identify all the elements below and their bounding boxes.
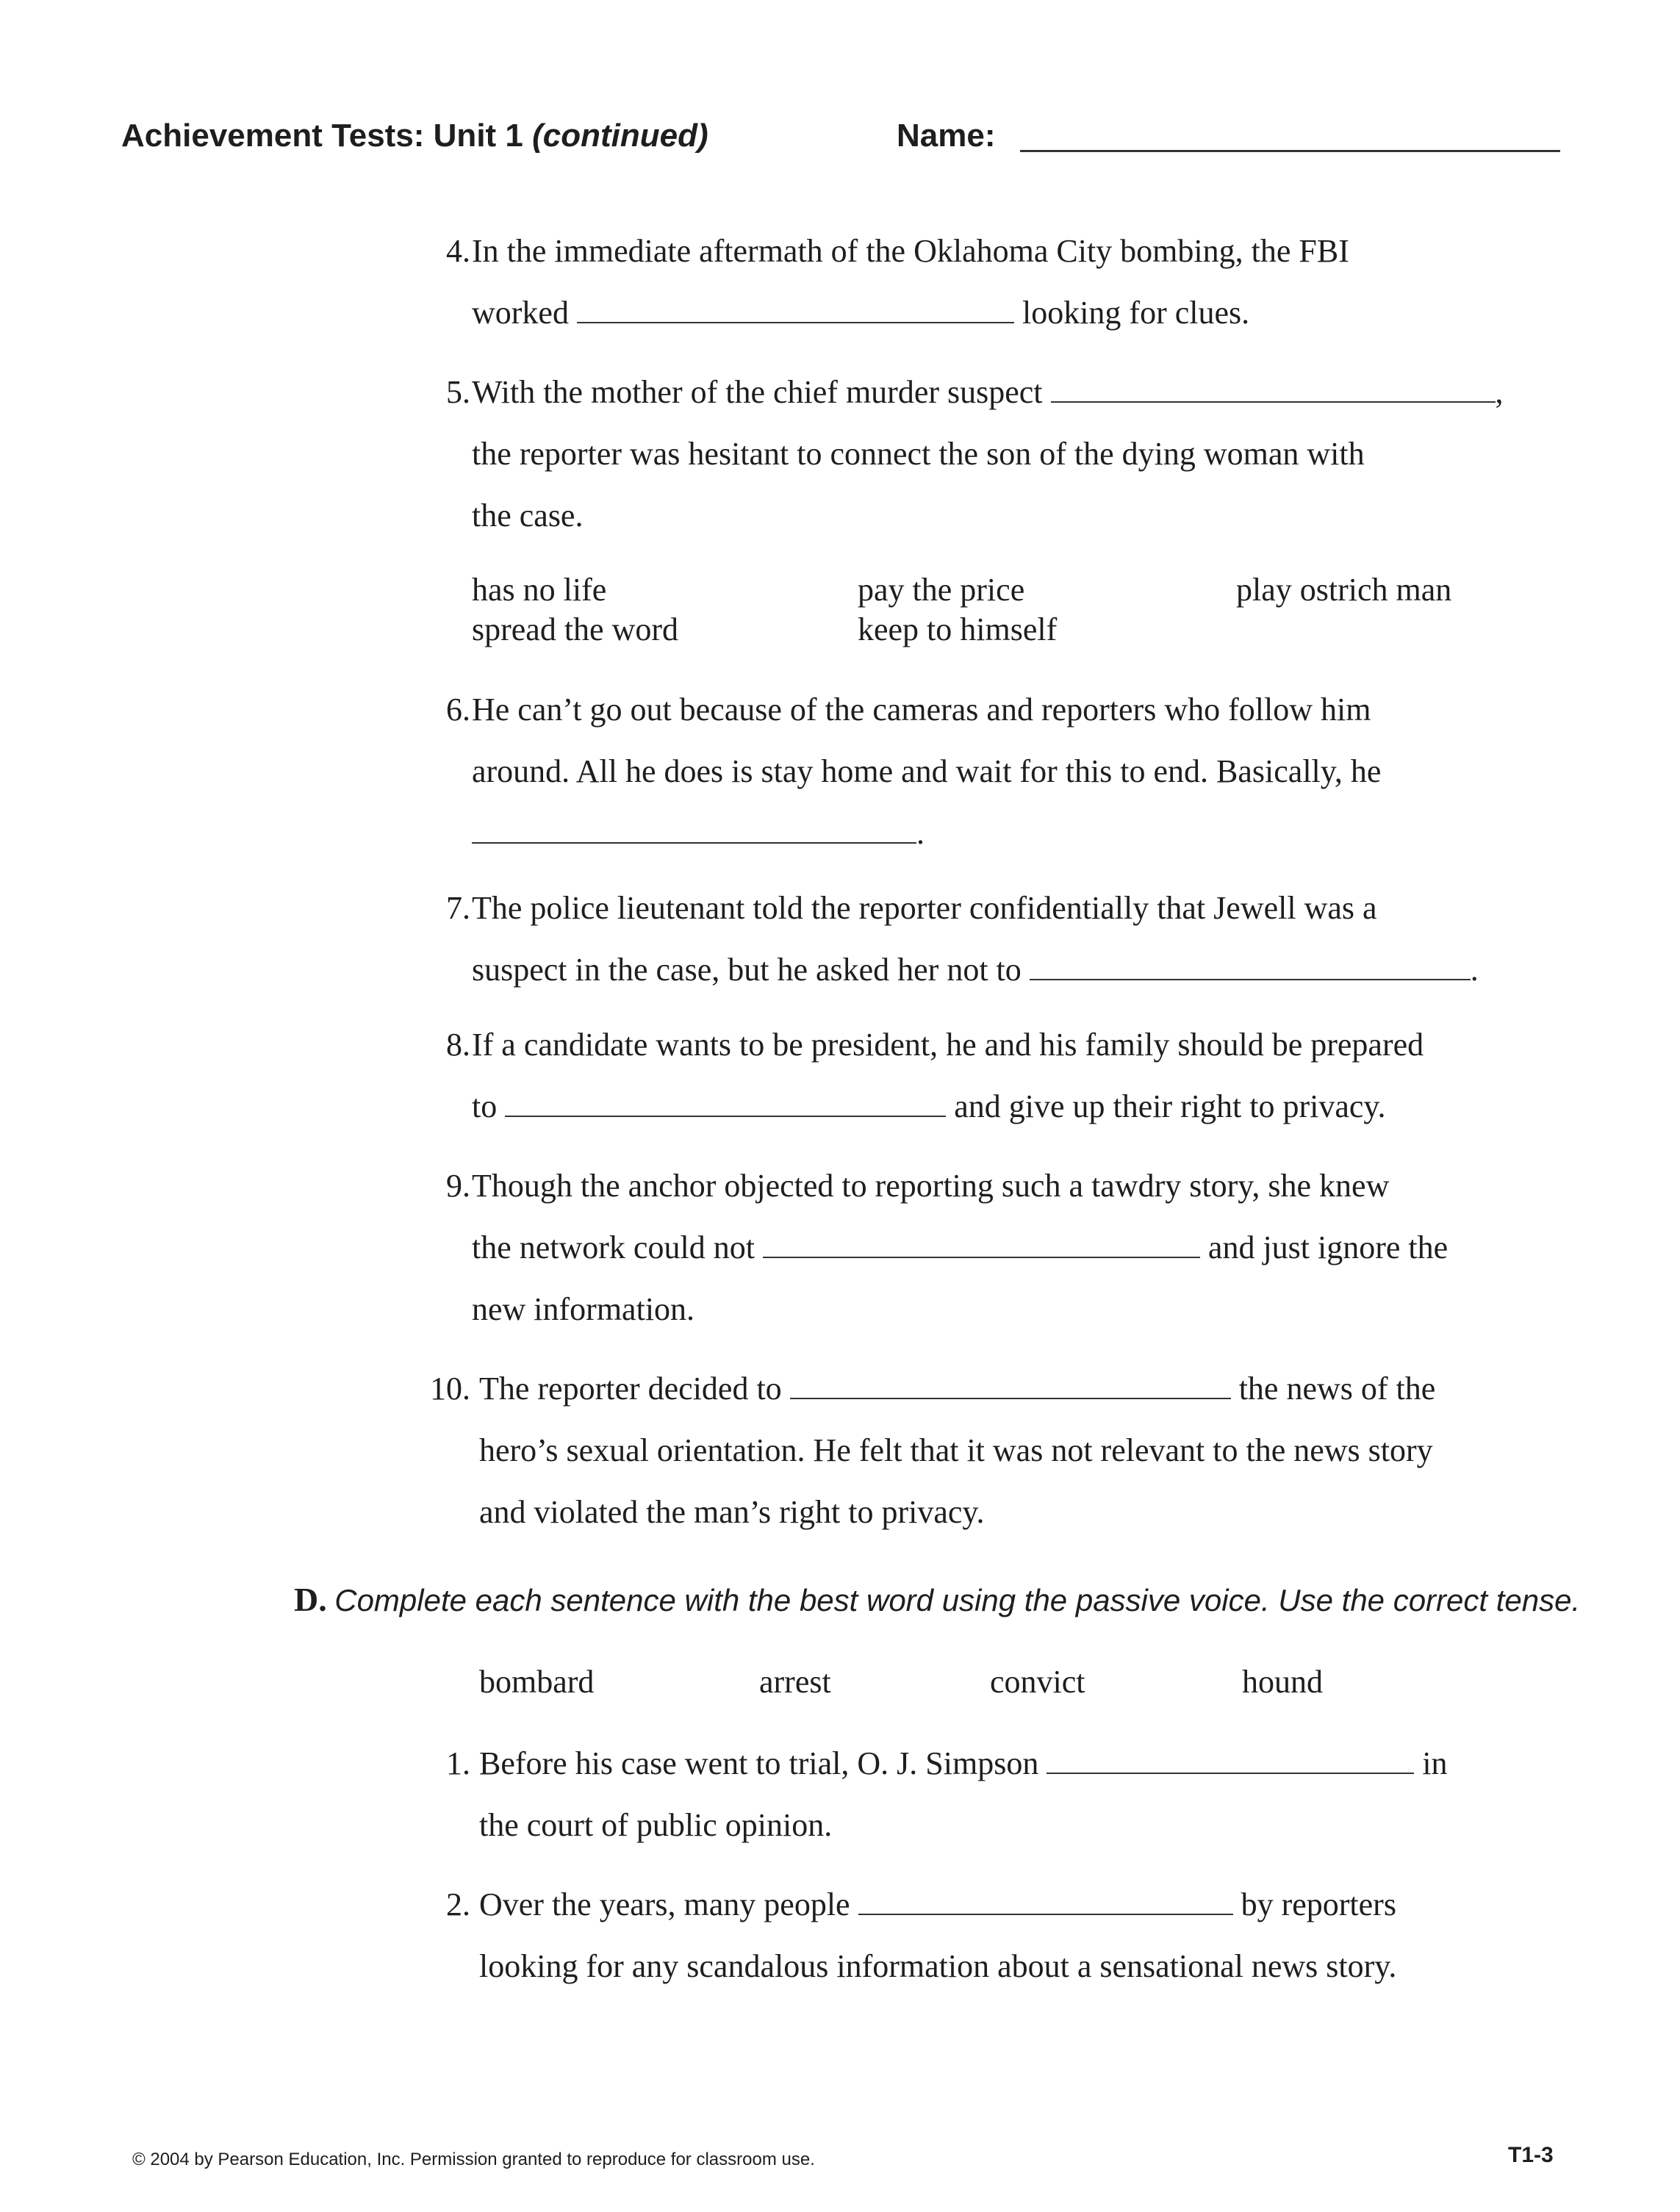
title-text: Achievement Tests: Unit 1 <box>121 118 523 154</box>
page-title <box>121 118 708 154</box>
word-bank-item: bombard <box>479 1664 595 1700</box>
text: suspect in the case, but he asked her not to <box>472 952 1022 988</box>
d-question-1-line-2: the court of public opinion. <box>479 1807 833 1843</box>
word-bank-item: spread the word <box>472 611 679 647</box>
footer-copyright: © 2004 by Pearson Education, Inc. Permission granted to reproduce for classroom use. <box>132 2150 815 2169</box>
text: looking for clues. <box>1022 295 1250 331</box>
answer-blank[interactable] <box>790 1395 1231 1399</box>
answer-blank[interactable] <box>1051 398 1496 403</box>
text: Before his case went to trial, O. J. Simpson <box>479 1745 1039 1781</box>
text: Over the years, many people <box>479 1886 850 1922</box>
question-number: 2. <box>446 1886 470 1922</box>
question-number: 9. <box>446 1168 470 1204</box>
d-question-2-line-1 <box>479 1874 1396 1936</box>
question-6-line-2: around. All he does is stay home and wait for this to end. Basically, he <box>472 753 1382 789</box>
question-number: 7. <box>446 890 470 926</box>
page-header <box>121 118 1562 169</box>
section-d-instructions <box>294 1580 1580 1619</box>
question-7-line-1: The police lieutenant told the reporter confidentially that Jewell was a <box>472 890 1377 926</box>
word-bank-item: pay the price <box>858 572 1025 608</box>
word-bank-item: play ostrich man <box>1236 572 1452 608</box>
text: , <box>1495 374 1504 410</box>
name-blank[interactable] <box>1020 150 1560 152</box>
question-6-line-1: He can’t go out because of the cameras and reporters who follow him <box>472 692 1371 728</box>
text: . <box>916 815 925 851</box>
question-9-line-1: Though the anchor objected to reporting such a tawdry story, she knew <box>472 1168 1390 1204</box>
word-bank-item: keep to himself <box>858 611 1058 647</box>
text: the network could not <box>472 1229 755 1265</box>
question-number: 10. <box>430 1371 470 1407</box>
text: the news of the <box>1238 1371 1436 1407</box>
text: . <box>1470 952 1479 988</box>
text: With the mother of the chief murder suspect <box>472 374 1043 410</box>
text: and give up their right to privacy. <box>954 1088 1386 1124</box>
page-number: T1-3 <box>1508 2143 1554 2167</box>
question-10-line-2: hero’s sexual orientation. He felt that it was not relevant to the news story <box>479 1432 1433 1468</box>
word-bank-item: has no life <box>472 572 607 608</box>
question-5-line-2: the reporter was hesitant to connect the son of the dying woman with <box>472 436 1365 472</box>
d-question-2-line-2: looking for any scandalous information about a sensational news story. <box>479 1948 1397 1984</box>
word-bank-item: convict <box>990 1664 1085 1700</box>
text: and just ignore the <box>1207 1229 1449 1265</box>
answer-blank[interactable] <box>858 1911 1233 1915</box>
question-8-line-1: If a candidate wants to be president, he and his family should be prepared <box>472 1027 1424 1063</box>
title-suffix: (continued) <box>532 118 708 154</box>
answer-blank[interactable] <box>577 319 1014 323</box>
d-question-1-line-1 <box>479 1733 1448 1795</box>
text: by reporters <box>1241 1886 1396 1922</box>
answer-blank[interactable] <box>472 839 916 844</box>
question-5-line-1 <box>472 362 1504 423</box>
question-7-line-2 <box>472 939 1479 1001</box>
answer-blank[interactable] <box>1047 1770 1414 1774</box>
question-number: 8. <box>446 1027 470 1063</box>
question-10-line-1 <box>479 1358 1435 1420</box>
answer-blank[interactable] <box>505 1113 946 1117</box>
question-4-line-2 <box>472 282 1249 344</box>
section-letter: D. <box>294 1581 327 1618</box>
text: worked <box>472 295 569 331</box>
question-9-line-3: new information. <box>472 1291 695 1327</box>
text: The reporter decided to <box>479 1371 782 1407</box>
text: to <box>472 1088 498 1124</box>
name-label: Name: <box>897 118 996 154</box>
question-number: 5. <box>446 374 470 410</box>
word-bank-item: hound <box>1242 1664 1323 1700</box>
text: in <box>1422 1745 1448 1781</box>
question-number: 6. <box>446 692 470 728</box>
instructions-text: Complete each sentence with the best word using the passive voice. Use the correct tense. <box>334 1583 1581 1617</box>
question-5-line-3: the case. <box>472 498 584 534</box>
answer-blank[interactable] <box>763 1254 1200 1258</box>
question-9-line-2 <box>472 1217 1448 1279</box>
question-4-line-1: In the immediate aftermath of the Oklahoma City bombing, the FBI <box>472 233 1349 269</box>
question-number: 4. <box>446 233 470 269</box>
question-number: 1. <box>446 1745 470 1781</box>
question-8-line-2 <box>472 1076 1386 1138</box>
answer-blank[interactable] <box>1030 976 1471 980</box>
question-10-line-3: and violated the man’s right to privacy. <box>479 1494 985 1530</box>
word-bank-item: arrest <box>759 1664 831 1700</box>
question-6-line-3 <box>472 802 925 864</box>
